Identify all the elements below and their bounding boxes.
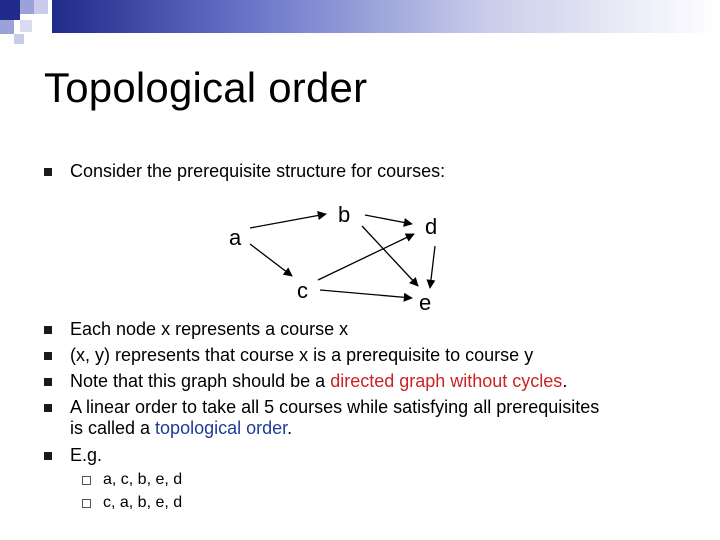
node-a: a [229,225,242,250]
bullet-edge-meaning: (x, y) represents that course x is a prerequisite to course y [70,345,534,365]
node-c: c [297,278,308,303]
dag-note-prefix: Note that this graph should be a [70,371,331,391]
bullet-square-icon [44,352,52,360]
edge-a-c [250,244,292,276]
edge-b-e [362,226,418,286]
hollow-square-icon [82,476,91,485]
intro-text: Consider the prerequisite structure for courses: [70,161,446,181]
bullet-square-icon [44,452,52,460]
bullet-node-meaning: Each node x represents a course x [70,319,349,339]
node-d: d [425,214,438,239]
dag-highlight: directed graph without cycles [330,371,563,391]
topo-def-line2-suffix: . [287,418,293,438]
edge-a-b [250,214,326,228]
bullet-square-icon [44,378,52,386]
bullet-dag-note [70,371,567,392]
hollow-square-icon [82,499,91,508]
bullet-square-icon [44,404,52,412]
edge-c-d [318,234,414,280]
topo-def-line2-prefix: is called a [70,418,156,438]
example-order-1: a, c, b, e, d [103,471,183,488]
node-b: b [338,202,351,227]
example-order-2: c, a, b, e, d [103,494,183,511]
edge-c-e [320,290,412,298]
edge-b-d [365,215,412,224]
bullet-square-icon [44,326,52,334]
bullet-topological-def [70,397,599,439]
bullet-example: E.g. [70,445,103,465]
topo-def-line1: A linear order to take all 5 courses while satisfying all prerequisites [70,397,600,417]
topological-order-highlight: topological order [155,418,288,438]
edge-d-e [430,246,435,288]
node-e: e [419,290,432,315]
dag-note-suffix: . [562,371,568,391]
slide-title: Topological order [44,64,368,111]
